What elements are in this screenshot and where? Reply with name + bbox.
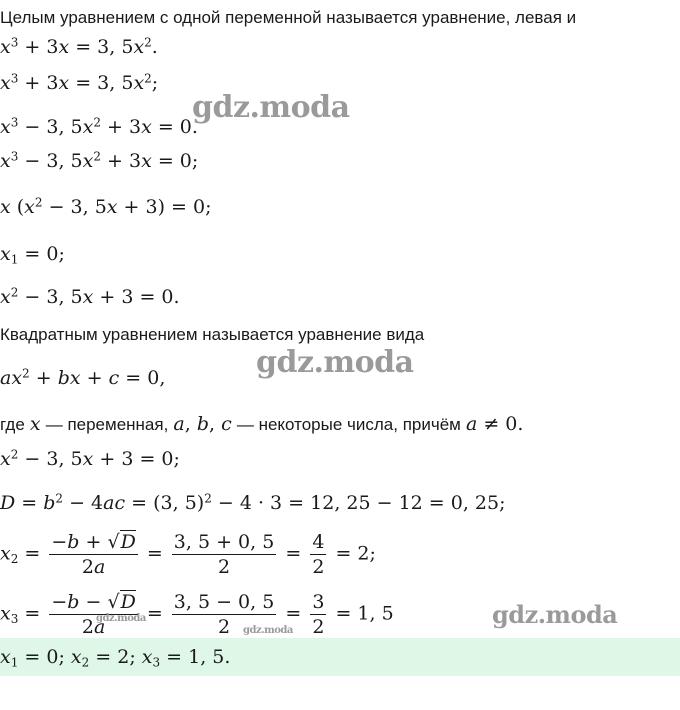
watermark-logo-small: gdz.moda [243,625,293,636]
equation-factored: x ($x^2 - 3$, 5x + 3) = 0; [0,195,212,218]
equation-quadratic: $x^2 - 3$, 5x + 3 = 0. [0,285,180,308]
watermark-logo: gdz.moda [192,90,350,125]
where-text-2: — переменная, [45,415,169,434]
discriminant: $D = b^2 - 4ac = (3$, 5)$^2$ − 4 · 3 = 12, 25 − 12 = 0, 25; [0,491,506,514]
condition-a: a ≠ 0. [465,413,524,435]
general-form: $ax^2$ + bx + c = 0, [0,366,166,389]
equation-quadratic-2: $x^2 - 3$, 5x + 3 = 0; [0,447,180,470]
equation-root-1: $x_1 = 0$; [0,243,65,267]
where-text-1: где [0,415,25,434]
answer: $x_1 = 0$; $x_2 = 2$; $x_3 = 1$, 5. [0,646,231,670]
equation-2: $x^3 + 3x = 3$, $5x^2$; [0,71,159,94]
intro-text: Целым уравнением с одной переменной называется уравнение, левая и [0,8,577,27]
equation-3: $x^3 - 3$, $5x^2 + 3x = 0$. [0,115,198,138]
watermark-logo-small: gdz.moda [96,613,146,624]
vars-abc: a, b, c [173,413,232,435]
watermark-logo: gdz.moda [256,345,414,380]
var-x: x [29,413,41,435]
root-x2: $x_2$ = $\frac{-b + √D}{2a}$ = $\frac{3, 5 + 0, 5}{2}$ = $\frac{4}{2}$ = 2; [0,531,376,578]
root-x3: $x_3$ = $\frac{-b - √D}{2a}$ = $\frac{3, 5 - 0, 5}{2}$ = $\frac{3}{2}$ = 1, 5 [0,591,394,638]
where-text-3: — некоторые числа, причём [236,415,461,434]
watermark-logo: gdz.moda [492,600,618,629]
definition-text: Квадратным уравнением называется уравнение вида [0,325,425,344]
equation-4: $x^3 - 3$, $5x^2 + 3x = 0$; [0,149,199,172]
where-line [0,413,523,435]
equation-1: $x^3 + 3x = 3$, $5x^2$. [0,35,158,58]
answer-box [0,638,680,676]
